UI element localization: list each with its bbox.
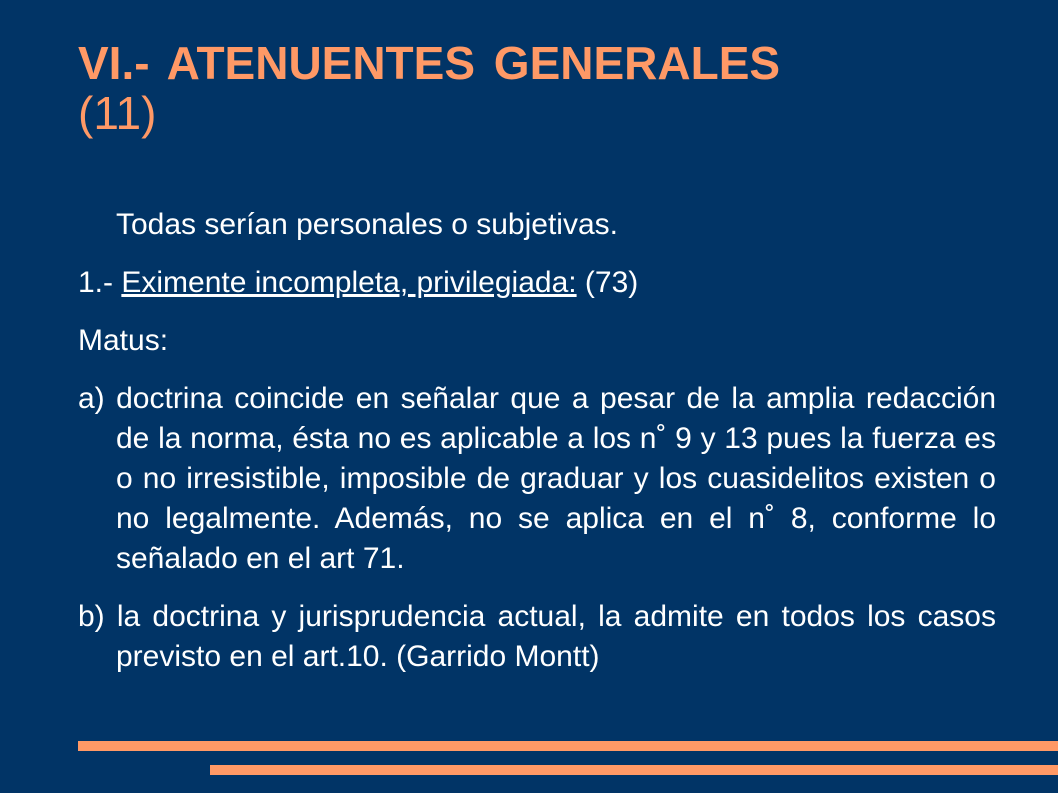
decorative-rule-bottom: [210, 765, 1058, 775]
slide-title: [78, 38, 998, 138]
point-b: b) la doctrina y jurisprudencia actual, la admite en todos los casos previsto en el art.10. (Garrido Montt): [78, 600, 996, 673]
item-1-heading: Eximente incompleta, privilegiada:: [121, 266, 577, 299]
item-1: [78, 263, 996, 303]
slide-title-line1: VI.- ATENUENTES GENERALES: [78, 37, 781, 89]
slide-title-line2: (11): [78, 87, 157, 139]
decorative-rule-top: [78, 741, 1058, 751]
item-1-suffix: (73): [576, 266, 639, 299]
item-1-prefix: 1.-: [78, 266, 122, 299]
author-label: Matus:: [78, 324, 169, 357]
point-a: a) doctrina coincide en señalar que a pesar de la amplia redacción de la norma, ésta no es aplicable a los n˚ 9 y 13 pues la fuerza es o no irresistible, imposible de graduar y los cuasidelitos existen o no legalmente. Además, no se aplica en el n˚ 8, conforme lo señalado en el art 71.: [78, 382, 996, 575]
intro-paragraph: Todas serían personales o subjetivas.: [116, 208, 618, 241]
slide-body: [78, 205, 996, 677]
